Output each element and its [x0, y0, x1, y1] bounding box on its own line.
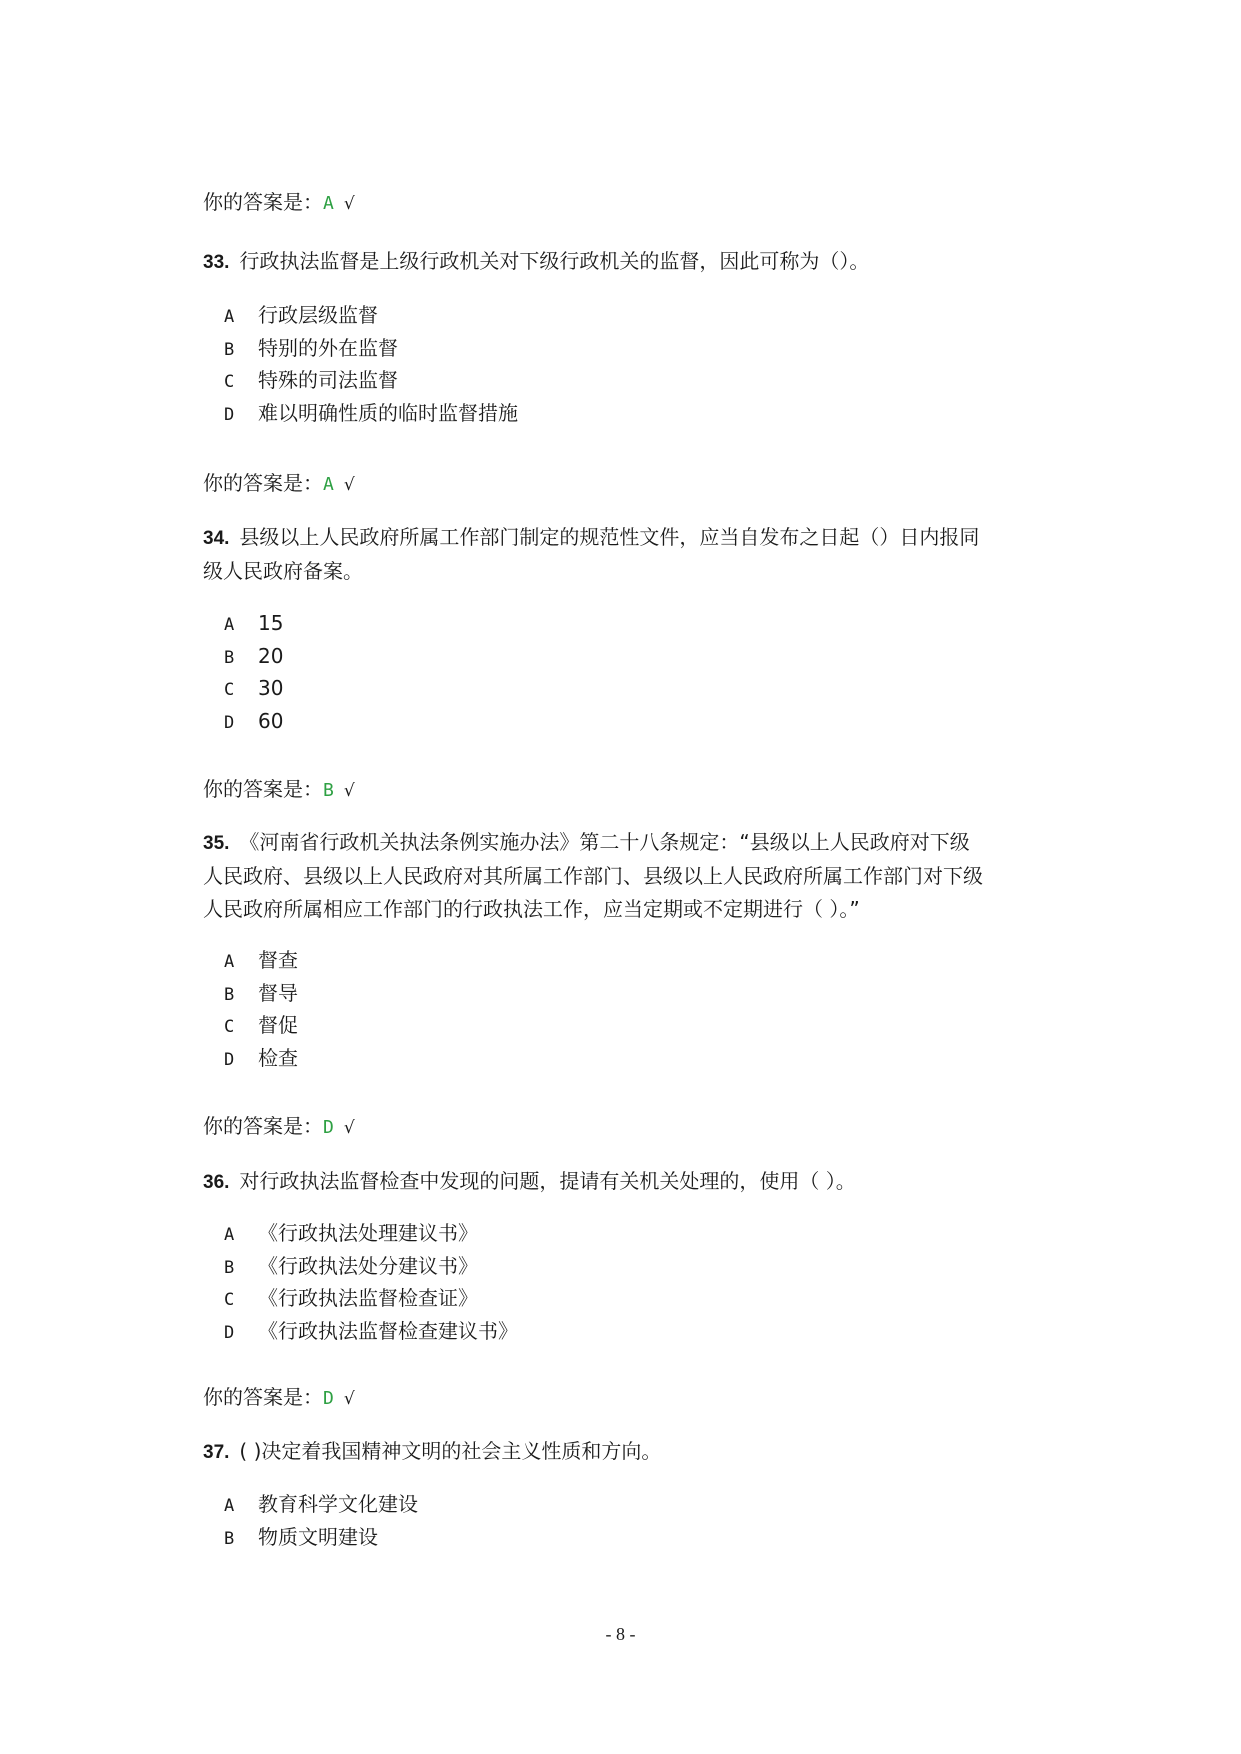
option-c: [224, 1009, 1024, 1042]
options-q33: [224, 299, 1024, 429]
check-mark-icon: √: [343, 194, 355, 214]
option-d: [224, 397, 1024, 430]
answer-letter: D: [323, 1117, 334, 1138]
question-text: ( )决定着我国精神文明的社会主义性质和方向。: [239, 1439, 662, 1463]
question-37: [203, 1435, 1063, 1469]
option-d: [224, 1315, 1024, 1348]
option-letter: D: [224, 712, 235, 733]
option-letter: A: [224, 1225, 235, 1245]
option-letter: C: [224, 1290, 235, 1310]
option-d: [224, 1042, 1024, 1075]
options-q34: [224, 607, 1024, 737]
answer-line-q34: [203, 775, 1063, 805]
option-d: [224, 705, 1024, 738]
option-b: [224, 1521, 1024, 1554]
option-a: [224, 944, 1024, 977]
option-text: 物质文明建设: [258, 1524, 378, 1549]
option-text: 30: [258, 676, 284, 700]
answer-label: 你的答案是：: [203, 471, 323, 495]
option-letter: A: [224, 615, 235, 635]
question-text-line: 《河南省行政机关执法条例实施办法》第二十八条规定：“县级以上人民政府对下级: [239, 830, 970, 854]
answer-letter: A: [323, 474, 334, 495]
question-number: 33.: [203, 252, 230, 273]
question-34: [203, 521, 1063, 588]
question-number: 37.: [203, 1442, 230, 1463]
answer-label: 你的答案是：: [203, 1385, 323, 1409]
options-q36: [224, 1217, 1024, 1347]
option-letter: C: [224, 680, 235, 700]
check-mark-icon: √: [343, 1118, 355, 1138]
option-letter: B: [224, 647, 235, 668]
question-text-line: 级人民政府备案。: [203, 559, 363, 583]
option-letter: B: [224, 984, 235, 1005]
question-33: [203, 245, 1063, 279]
options-q37: [224, 1488, 1024, 1553]
page-number: - 8 -: [605, 1624, 636, 1644]
options-q35: [224, 944, 1024, 1074]
option-c: [224, 364, 1024, 397]
option-letter: C: [224, 1017, 235, 1037]
option-c: [224, 672, 1024, 705]
option-letter: B: [224, 1257, 235, 1278]
option-text: 督导: [258, 980, 298, 1005]
option-letter: D: [224, 1049, 235, 1070]
check-mark-icon: √: [343, 1389, 355, 1409]
question-text-line: 人民政府、县级以上人民政府对其所属工作部门、县级以上人民政府所属工作部门对下级: [203, 864, 983, 888]
option-letter: D: [224, 1322, 235, 1343]
question-text-line: 人民政府所属相应工作部门的行政执法工作，应当定期或不定期进行（ ）。”: [203, 897, 860, 921]
question-number: 36.: [203, 1172, 230, 1193]
option-text: 检查: [258, 1045, 298, 1070]
answer-line-q33: [203, 469, 1063, 499]
question-text: 行政执法监督是上级行政机关对下级行政机关的监督，因此可称为（）。: [239, 249, 870, 273]
option-letter: A: [224, 952, 235, 972]
option-text: 60: [258, 708, 284, 733]
option-text: 《行政执法处分建议书》: [258, 1253, 478, 1278]
option-text: 《行政执法监督检查建议书》: [258, 1318, 518, 1343]
answer-label: 你的答案是：: [203, 1114, 323, 1138]
question-36: [203, 1165, 1063, 1199]
option-text: 20: [258, 643, 284, 668]
question-35: [203, 826, 1063, 926]
answer-label: 你的答案是：: [203, 190, 323, 214]
option-text: 督促: [258, 1013, 298, 1037]
option-text: 教育科学文化建设: [258, 1492, 418, 1516]
question-number: 35.: [203, 833, 230, 854]
option-b: [224, 977, 1024, 1010]
option-letter: A: [224, 1496, 235, 1516]
option-letter: C: [224, 372, 235, 392]
option-text: 难以明确性质的临时监督措施: [258, 400, 518, 425]
option-letter: B: [224, 1528, 235, 1549]
answer-line-q32: [203, 188, 1063, 218]
option-a: [224, 1488, 1024, 1521]
answer-label: 你的答案是：: [203, 777, 323, 801]
option-b: [224, 1250, 1024, 1283]
answer-line-q36: [203, 1383, 1063, 1413]
question-number: 34.: [203, 528, 230, 549]
option-text: 特殊的司法监督: [258, 368, 398, 392]
option-a: [224, 607, 1024, 640]
option-a: [224, 299, 1024, 332]
option-text: 特别的外在监督: [258, 335, 398, 360]
option-letter: D: [224, 404, 235, 425]
check-mark-icon: √: [343, 475, 355, 495]
check-mark-icon: √: [343, 781, 355, 801]
option-a: [224, 1217, 1024, 1250]
option-text: 《行政执法监督检查证》: [258, 1286, 478, 1310]
question-text: 对行政执法监督检查中发现的问题，提请有关机关处理的，使用（ ）。: [239, 1169, 856, 1193]
option-letter: B: [224, 339, 235, 360]
answer-letter: B: [323, 780, 334, 801]
answer-letter: A: [323, 193, 334, 214]
option-b: [224, 332, 1024, 365]
option-text: 行政层级监督: [258, 303, 378, 327]
answer-line-q35: [203, 1112, 1063, 1142]
question-text-line: 县级以上人民政府所属工作部门制定的规范性文件，应当自发布之日起（）日内报同: [239, 525, 980, 549]
option-c: [224, 1282, 1024, 1315]
answer-letter: D: [323, 1388, 334, 1409]
option-text: 15: [258, 611, 284, 635]
option-b: [224, 640, 1024, 673]
option-text: 《行政执法处理建议书》: [258, 1221, 478, 1245]
option-text: 督查: [258, 948, 298, 972]
option-letter: A: [224, 307, 235, 327]
